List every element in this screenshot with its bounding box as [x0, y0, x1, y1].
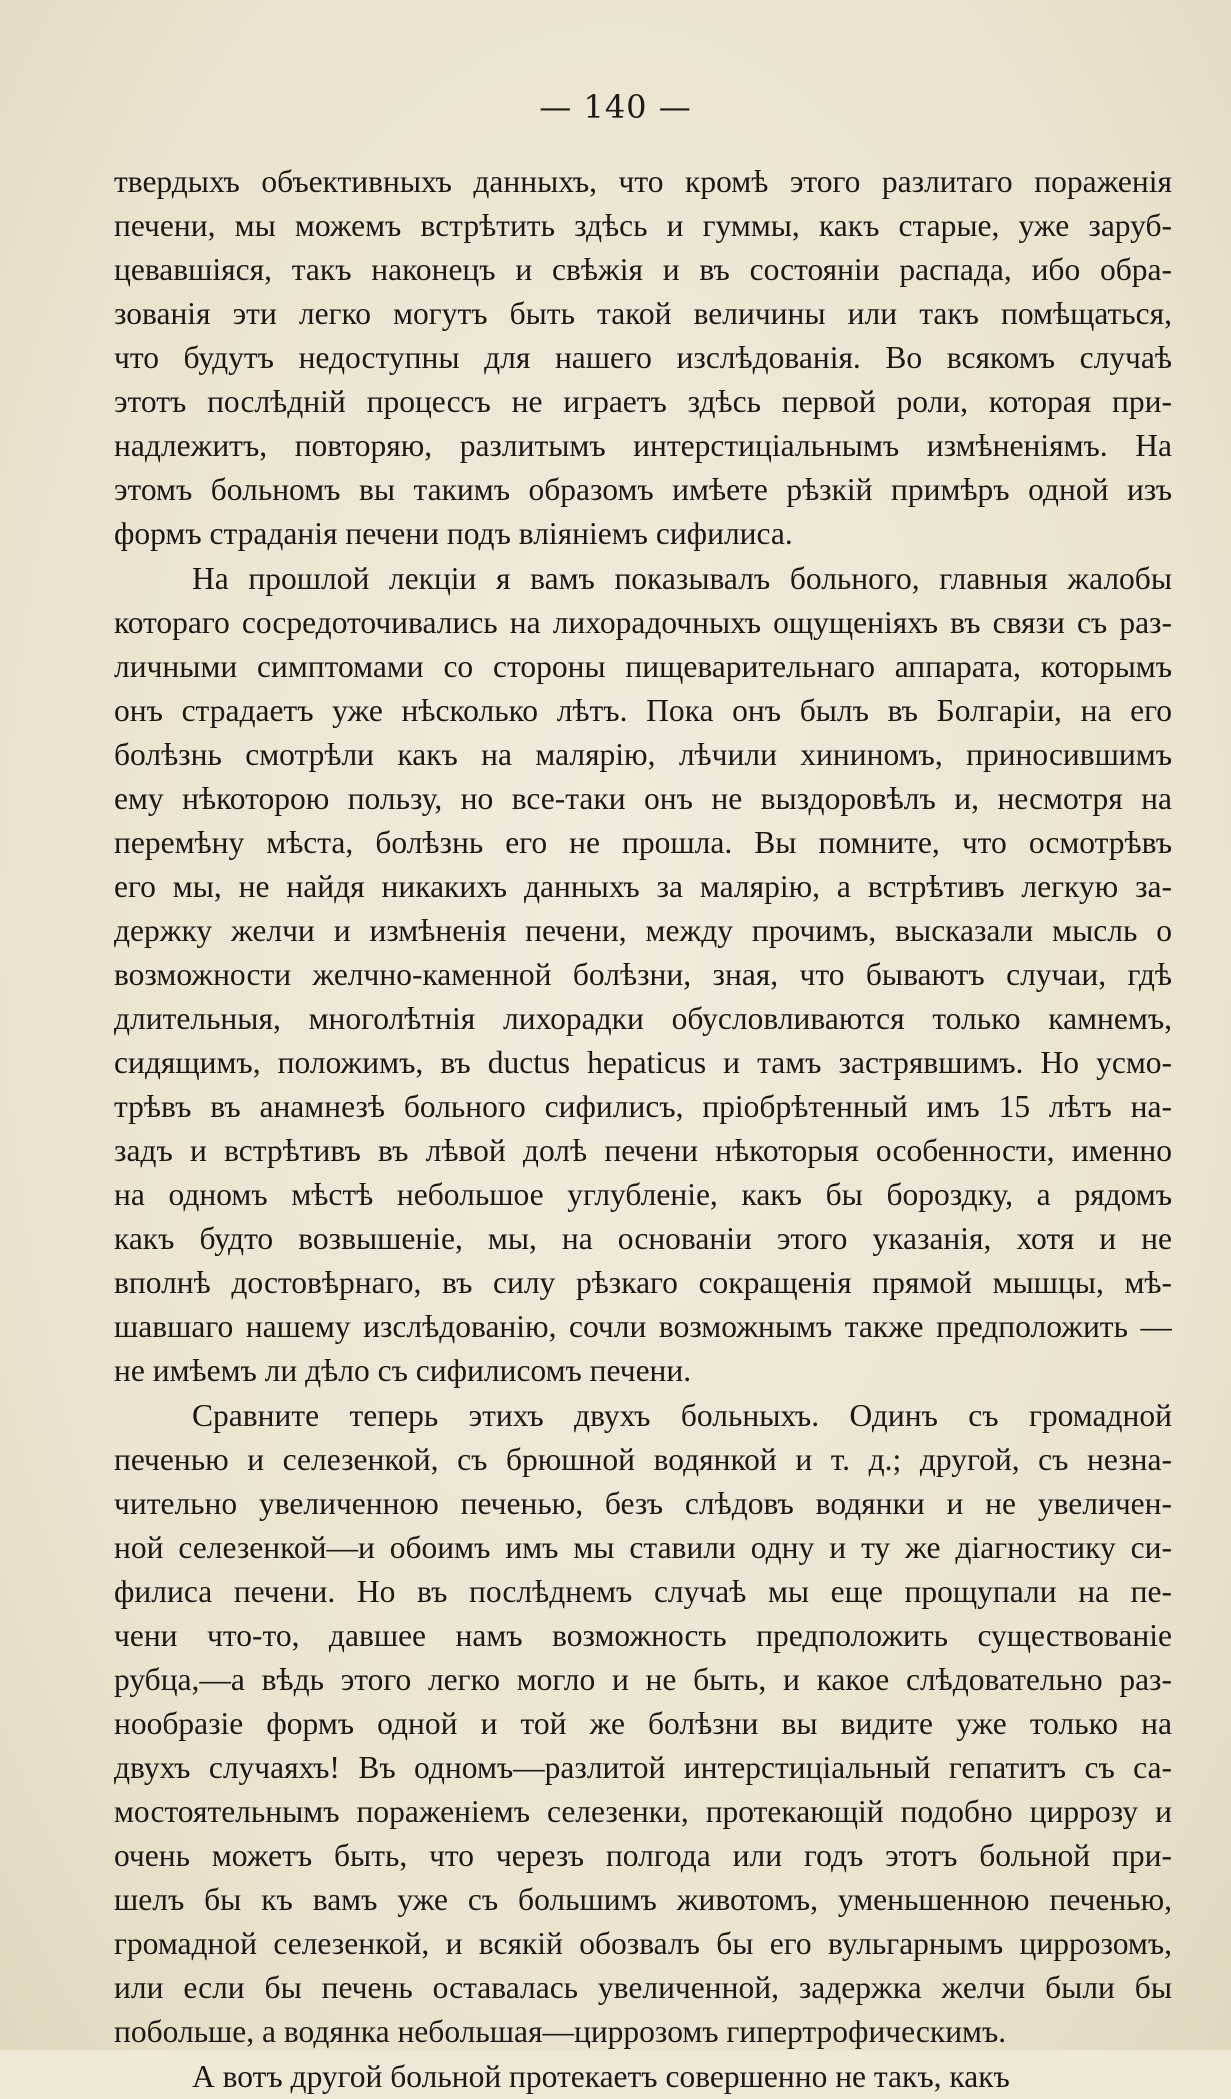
text-line: рубца,—а вѣдь этого легко могло и не быть, и какое слѣдовательно раз- [114, 1662, 1172, 1697]
text-line: ему нѣкоторою пользу, но все-таки онъ не выздоровѣлъ и, несмотря на [114, 781, 1172, 816]
text-line: печенью и селезенкой, съ брюшной водянкой и т. д.; другой, съ незна- [114, 1442, 1172, 1477]
text-line: надлежитъ, повторяю, разлитымъ интерстиціальнымъ измѣненіямъ. На [114, 428, 1172, 463]
text-line: чени что-то, давшее намъ возможность предположить существованіе [114, 1618, 1172, 1653]
text-line: этомъ больномъ вы такимъ образомъ имѣете рѣзкій примѣръ одной изъ [114, 472, 1172, 507]
text-line: какъ будто возвышеніе, мы, на основаніи этого указанія, хотя и не [114, 1221, 1172, 1256]
text-line: держку желчи и измѣненія печени, между прочимъ, высказали мысль о [114, 913, 1172, 948]
text-line: формъ страданія печени подъ вліяніемъ сифилиса. [114, 516, 793, 551]
text-line: вполнѣ достовѣрнаго, въ силу рѣзкаго сокращенія прямой мышцы, мѣ- [114, 1265, 1172, 1300]
text-line: возможности желчно-каменной болѣзни, зная, что бываютъ случаи, гдѣ [114, 957, 1172, 992]
text-line: печени, мы можемъ встрѣтить здѣсь и гуммы, какъ старые, уже заруб- [114, 208, 1172, 243]
text-line: ной селезенкой—и обоимъ имъ мы ставили одну и ту же діагностику си- [114, 1530, 1172, 1565]
text-line: не имѣемъ ли дѣло съ сифилисомъ печени. [114, 1353, 692, 1388]
text-line: громадной селезенкой, и всякій обозвалъ бы его вульгарнымъ циррозомъ, [114, 1926, 1172, 1961]
text-line: трѣвъ въ анамнезѣ больного сифилисъ, пріобрѣтенный имъ 15 лѣтъ на- [114, 1089, 1172, 1124]
text-line: На прошлой лекціи я вамъ показывалъ больного, главныя жалобы [192, 561, 1172, 596]
paragraph [114, 1394, 1172, 2054]
text-line: шавшаго нашему изслѣдованію, сочли возможнымъ также предположить — [114, 1309, 1172, 1344]
text-line: чительно увеличенною печенью, безъ слѣдовъ водянки и не увеличен- [114, 1486, 1172, 1521]
text-line: нообразіе формъ одной и той же болѣзни вы видите уже только на [114, 1706, 1172, 1741]
text-line: шелъ бы къ вамъ уже съ большимъ животомъ, уменьшенною печенью, [114, 1882, 1172, 1917]
text-line: филиса печени. Но въ послѣднемъ случаѣ мы еще прощупали на пе- [114, 1574, 1172, 1609]
text-line: очень можетъ быть, что черезъ полгода или годъ этотъ больной при- [114, 1838, 1172, 1873]
text-line: онъ страдаетъ уже нѣсколько лѣтъ. Пока онъ былъ въ Болгаріи, на его [114, 693, 1172, 728]
text-line: побольше, а водянка небольшая—циррозомъ гипертрофическимъ. [114, 2014, 1007, 2049]
text-line: котораго сосредоточивались на лихорадочныхъ ощущеніяхъ въ связи съ раз- [114, 605, 1172, 640]
text-line: длительныя, многолѣтнія лихорадки обусловливаются только камнемъ, [114, 1001, 1172, 1036]
text-line: этотъ послѣдній процессъ не играетъ здѣсь первой роли, которая при- [114, 384, 1172, 419]
page-number: — 140 — [539, 88, 692, 126]
text-line: или если бы печень оставалась увеличенной, задержка желчи были бы [114, 1970, 1172, 2005]
text-line: перемѣну мѣста, болѣзнь его не прошла. Вы помните, что осмотрѣвъ [114, 825, 1172, 860]
text-line: сидящимъ, положимъ, въ ductus hepaticus и тамъ застрявшимъ. Но усмо- [114, 1045, 1172, 1080]
text-line: задъ и встрѣтивъ въ лѣвой долѣ печени нѣкоторыя особенности, именно [114, 1133, 1172, 1168]
text-line: Сравните теперь этихъ двухъ больныхъ. Одинъ съ громадной [192, 1398, 1172, 1433]
text-line: личными симптомами со стороны пищеварительнаго аппарата, которымъ [114, 649, 1172, 684]
text-line: двухъ случаяхъ! Въ одномъ—разлитой интерстиціальный гепатитъ съ са- [114, 1750, 1172, 1785]
text-line: зованія эти легко могутъ быть такой величины или такъ помѣщаться, [114, 296, 1172, 331]
text-line: его мы, не найдя никакихъ данныхъ за малярію, а встрѣтивъ легкую за- [114, 869, 1172, 904]
paragraph [114, 2055, 1172, 2099]
text-line: твердыхъ объективныхъ данныхъ, что кромѣ этого разлитаго пораженія [114, 164, 1172, 199]
text-line: болѣзнь смотрѣли какъ на малярію, лѣчили хининомъ, приносившимъ [114, 737, 1172, 772]
text-line: А вотъ другой больной протекаетъ совершенно не такъ, какъ [192, 2059, 1010, 2094]
paragraph [114, 160, 1172, 556]
body-text [114, 160, 1172, 2099]
paragraph [114, 557, 1172, 1393]
text-line: что будутъ недоступны для нашего изслѣдованія. Во всякомъ случаѣ [114, 340, 1172, 375]
text-line: цевавшіяся, такъ наконецъ и свѣжія и въ состояніи распада, ибо обра- [114, 252, 1172, 287]
text-line: мостоятельнымъ пораженіемъ селезенки, протекающій подобно циррозу и [114, 1794, 1172, 1829]
text-line: на одномъ мѣстѣ небольшое углубленіе, какъ бы бороздку, а рядомъ [114, 1177, 1172, 1212]
